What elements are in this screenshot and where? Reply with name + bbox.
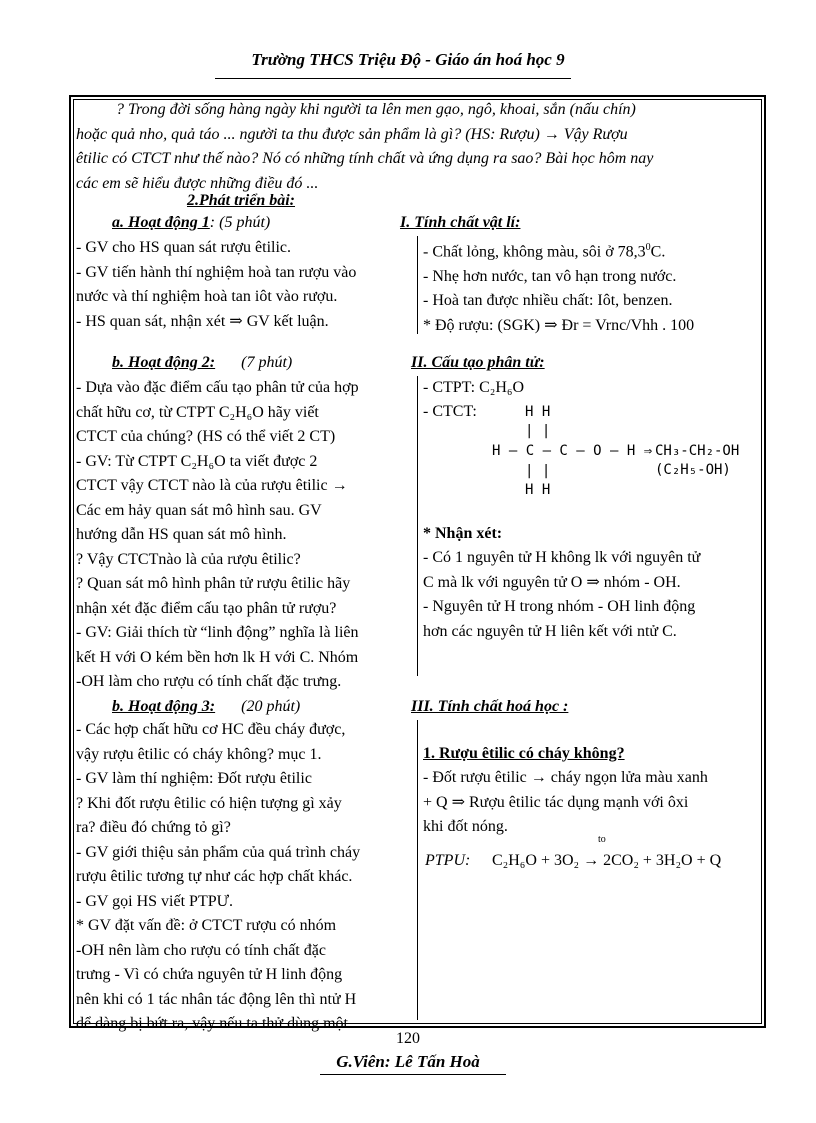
intro-line-1: ? Trong đời sống hàng ngày khi người ta lên men gạo, ngô, khoai, sắn (nấu chín) <box>116 101 636 118</box>
hd1-time: : (5 phút) <box>209 214 271 231</box>
hd2-nhanxet <box>423 546 760 644</box>
hd2-ctpt: - CTPT: C₂H₆O <box>423 379 525 396</box>
struct-bottom-bonds: | | <box>525 463 551 479</box>
equation-label: PTPU: <box>425 852 471 869</box>
struct-main-chain: H – C – C – O – H ⇒ <box>492 443 653 459</box>
hd3-left-line: vậy rượu êtilic có cháy không? mục 1. <box>76 745 322 763</box>
hd3-left <box>76 718 411 1037</box>
hd2-left-line: nhận xét đặc điểm cấu tạo phân tử rượu? <box>76 599 337 617</box>
hd3-left-line: - GV giới thiệu sản phẩm của quá trình cháy <box>76 843 361 861</box>
hd2-time: (7 phút) <box>241 354 293 371</box>
hd2-left-line: ? Vậy CTCTnào là của rượu êtilic? <box>76 550 301 568</box>
hd3-left-line: nên khi có 1 tác nhân tác động lên thì ntử H <box>76 990 357 1008</box>
hd3-subtitle: 1. Rượu êtilic có cháy không? <box>423 745 625 762</box>
hd3-right <box>423 766 760 840</box>
hd1-left-line: - GV tiến hành thí nghiệm hoà tan rượu vào <box>76 263 357 281</box>
hd3-left-line: - GV gọi HS viết PTPƯ. <box>76 892 234 910</box>
hd1-right-line: - Nhẹ hơn nước, tan vô hạn trong nước. <box>423 267 677 285</box>
struct-top-h: H H <box>525 404 551 420</box>
hd2-left-line: CTCT vậy CTCT nào là của rượu êtilic → <box>76 477 348 494</box>
hd1-right-line: - Hoà tan được nhiều chất: Iôt, benzen. <box>423 292 673 310</box>
hd3-heading <box>112 698 300 716</box>
hd1-left-line: - HS quan sát, nhận xét ⇒ GV kết luận. <box>76 312 329 330</box>
hd1-right-title: I. Tính chất vật lí: <box>400 214 521 231</box>
hd2-left-line: hướng dẫn HS quan sát mô hình. <box>76 526 287 543</box>
hd1-right-line: - Chất lỏng, không màu, sôi ở 78,3$^0$C. <box>423 242 666 261</box>
hd3-right-line: + Q ⇒ Rượu êtilic tác dụng mạnh với ôxi <box>423 793 689 811</box>
struct-condensed-alt: (C₂H₅-OH) <box>655 462 731 478</box>
struct-top-bonds: | | <box>525 423 551 439</box>
page-header: Trường THCS Triệu Độ - Giáo án hoá học 9 <box>251 50 565 69</box>
combustion-equation: C₂H₆O + 3O₂ → 2CO₂ + 3H₂O + Q <box>492 852 722 869</box>
struct-bottom-h: H H <box>525 482 551 498</box>
intro-line-3: êtilic có CTCT như thế nào? Nó có những tính chất và ứng dụng ra sao? Bài học hôm nay <box>76 150 654 167</box>
struct-condensed: CH₃-CH₂-OH <box>655 443 740 459</box>
reaction-condition: to <box>598 834 606 845</box>
hd2-left-line: kết H với O kém bền hơn lk H với C. Nhóm <box>76 648 359 666</box>
hd3-left-line: ? Khi đốt rượu êtilic có hiện tượng gì xảy <box>76 794 342 812</box>
hd2-left <box>76 376 411 695</box>
hd3-left-line: rượu êtilic tương tự như các hợp chất khác. <box>76 868 353 885</box>
intro-paragraph <box>76 98 760 196</box>
hd3-right-line: - Đốt rượu êtilic → cháy ngọn lửa màu xanh <box>423 769 708 786</box>
intro-line-2: hoặc quả nho, quả táo ... người ta thu được sản phẩm là gì? (HS: Rượu) → Vậy Rượu <box>76 125 628 143</box>
hd3-right-title: III. Tính chất hoá học : <box>411 698 569 715</box>
hd1-right-line: * Độ rượu: (SGK) ⇒ Đr = Vrnc/Vhh . 100 <box>423 316 695 334</box>
hd3-left-line: - Các hợp chất hữu cơ HC đều cháy được, <box>76 721 346 738</box>
teacher-name: G.Viên: Lê Tấn Hoà <box>336 1052 480 1071</box>
hd1-right <box>423 236 760 338</box>
hd3-left-line: -OH nên làm cho rượu có tính chất đặc <box>76 941 326 959</box>
header-underline <box>215 78 571 79</box>
hd2-left-line: Các em hảy quan sát mô hình sau. GV <box>76 501 322 519</box>
hd2-nhanxet-title: * Nhận xét: <box>423 525 503 542</box>
hd2-nhanxet-line: - Có 1 nguyên tử H không lk với nguyên tử <box>423 549 701 566</box>
hd3-divider <box>417 720 418 1020</box>
hd1-left <box>76 236 411 334</box>
hd1-title: a. Hoạt động 1 <box>112 214 210 231</box>
hd3-title: b. Hoạt động 3: <box>112 698 216 715</box>
hd2-nhanxet-line: C mà lk với nguyên tử O ⇒ nhóm - OH. <box>423 573 681 591</box>
hd2-left-line: ? Quan sát mô hình phân tử rượu êtilic hãy <box>76 575 351 592</box>
hd3-left-line: - GV làm thí nghiệm: Đốt rượu êtilic <box>76 770 312 787</box>
hd2-left-line: - Dựa vào đặc điểm cấu tạo phân tử của hợp <box>76 379 359 396</box>
hd2-right-title: II. Cấu tạo phân tử: <box>411 354 545 371</box>
hd3-right-line: khi đốt nóng. <box>423 818 508 835</box>
hd2-left-line: - GV: Từ CTPT C₂H₆O ta viết được 2 <box>76 452 318 470</box>
page-number: 120 <box>396 1030 420 1047</box>
hd1-left-line: nước và thí nghiệm hoà tan iôt vào rượu. <box>76 288 338 305</box>
hd3-time: (20 phút) <box>241 698 301 715</box>
hd2-nhanxet-line: hơn các nguyên tử H liên kết với ntử C. <box>423 622 677 640</box>
hd2-left-line: chất hữu cơ, từ CTPT C₂H₆O hãy viết <box>76 403 319 421</box>
hd2-left-line: CTCT của chúng? (HS có thể viết 2 CT) <box>76 428 336 445</box>
hd2-left-line: -OH làm cho rượu có tính chất đặc trưng. <box>76 673 342 690</box>
hd2-divider <box>417 376 418 676</box>
intro-line-4: các em sẽ hiểu được những điều đó ... <box>76 174 319 192</box>
footer-underline <box>320 1074 506 1075</box>
hd2-nhanxet-line: - Nguyên tử H trong nhóm - OH linh động <box>423 598 696 615</box>
hd2-ctct: - CTCT: <box>423 403 477 420</box>
hd1-left-line: - GV cho HS quan sát rượu êtilic. <box>76 239 292 256</box>
hd1-heading <box>112 214 270 232</box>
hd3-left-line: trưng - Vì có chứa nguyên tử H linh động <box>76 966 343 983</box>
hd2-title: b. Hoạt động 2: <box>112 354 216 371</box>
hd3-left-line: dể dàng bị bứt ra, vậy nếu ta thử dùng một <box>76 1015 348 1032</box>
hd3-left-line: * GV đặt vấn đề: ở CTCT rượu có nhóm <box>76 917 337 934</box>
hd2-heading <box>112 354 292 372</box>
hd3-left-line: ra? điều đó chứng tỏ gì? <box>76 819 231 836</box>
section-title: 2.Phát triển bài: <box>187 192 296 209</box>
hd1-divider <box>417 236 418 334</box>
hd2-left-line: - GV: Giải thích từ “linh động” nghĩa là liên <box>76 624 359 641</box>
